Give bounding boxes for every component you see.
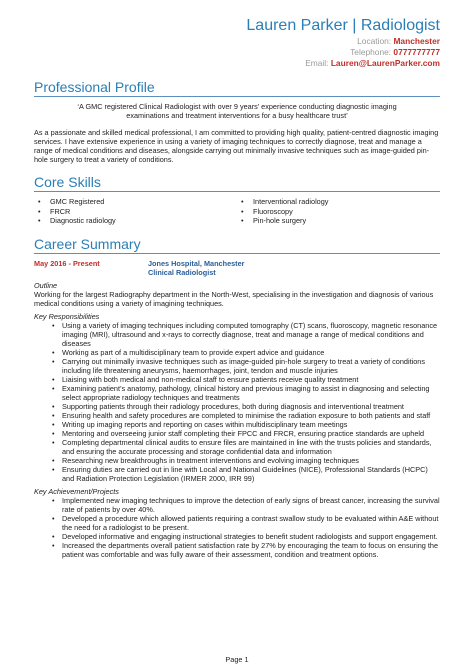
telephone-label: Telephone: — [350, 47, 392, 57]
responsibility-item: • Ensuring duties are carried out in line with Local and National Guidelines (NICE), Professional Standards (HCPC) and Radiation Protection Legislation (IRMER 2000, IRR 99) — [62, 465, 440, 483]
skills-heading: Core Skills — [34, 174, 101, 190]
responsibility-item: • Mentoring and overseeing junior staff completing their FPCC and FRCR, ensuring practice standards are upheld — [62, 429, 440, 438]
skill-item: • Fluoroscopy — [253, 207, 440, 217]
responsibility-item: • Carrying out minimally invasive techniques such as image-guided pin-hole surgery to treat a variety of conditions including life threatening aneurysms, haemorrhages, joint, tendon and muscle injuries — [62, 357, 440, 375]
responsibility-item: • Liaising with both medical and non-medical staff to ensure patients receive quality treatment — [62, 375, 440, 384]
skills-divider — [34, 191, 440, 192]
profile-heading: Professional Profile — [34, 79, 155, 95]
responsibilities-list — [34, 321, 440, 483]
job-date: May 2016 - Present — [34, 258, 100, 268]
email-line — [34, 58, 440, 69]
location-line — [34, 36, 440, 47]
outline-label: Outline — [34, 280, 58, 290]
email-value: Lauren@LaurenParker.com — [330, 58, 440, 68]
skills-list — [34, 197, 440, 226]
responsibility-item: • Researching new breakthroughs in treatment interventions and evolving imaging techniques — [62, 456, 440, 465]
achievement-item: • Developed a procedure which allowed patients requiring a contrast swallow study to be evaluated within A&E without the need for a radiologist to be present. — [62, 514, 440, 532]
candidate-name: Lauren Parker | Radiologist — [246, 17, 440, 34]
responsibility-item: • Using a variety of imaging techniques including computed tomography (CT) scans, fluoroscopy, magnetic resonance imaging (MRI), ultrasound and x-rays to correctly diagnose, treat and manage a range of medical conditions and diseases — [62, 321, 440, 348]
telephone-value: 0777777777 — [393, 47, 440, 57]
responsibility-item: • Supporting patients through their radiology procedures, both during diagnosis and interventional treatment — [62, 402, 440, 411]
skill-item: • GMC Registered — [50, 197, 237, 207]
job-role: Clinical Radiologist — [148, 267, 216, 277]
profile-paragraph: As a passionate and skilled medical professional, I am committed to providing high quality, patient-centred diagnostic imaging services. I have extensive experience in using a variety of imaging techniques to correctly diagnose, treat and manage a range of medical conditions and diseases, alongside carrying out minimally invasive techniques such as image-guided pin-hole surgery to treat a variety of conditions. — [34, 128, 439, 164]
skill-item: • Interventional radiology — [253, 197, 440, 207]
location-value: Manchester — [393, 36, 440, 46]
achievement-item: • Implemented new imaging techniques to improve the detection of early signs of breast cancer, increasing the survival rate of patients by over 40%. — [62, 496, 440, 514]
achievement-item: • Developed informative and engaging instructional strategies to benefit student radiologists and support engagement. — [62, 532, 440, 541]
profile-quote: ‘A GMC registered Clinical Radiologist with over 9 years’ experience conducting diagnostic imaging examinations and treatment interventions for a busy healthcare trust’ — [77, 102, 397, 120]
achievements-list — [34, 496, 440, 559]
job-title-block — [148, 259, 245, 277]
skills-column-left — [34, 197, 237, 226]
achievements-label: Key Achievement/Projects — [34, 486, 119, 496]
responsibility-item: • Completing departmental clinical audits to ensure files are maintained in line with the trusts policies and standards, and ensuring the accurate processing and storage confidential data and information — [62, 438, 440, 456]
page-number: Page 1 — [225, 655, 249, 664]
telephone-line — [34, 47, 440, 58]
skill-item: • Diagnostic radiology — [50, 216, 237, 226]
skills-column-right — [237, 197, 440, 226]
career-divider — [34, 253, 440, 254]
skill-item: • FRCR — [50, 207, 237, 217]
career-heading: Career Summary — [34, 235, 141, 252]
job-header — [34, 259, 440, 277]
achievement-item: • Increased the departments overall patient satisfaction rate by 27% by encouraging the team to focus on ensuring the patient was comfortable and was fully aware of their assessment, condition and treatment options. — [62, 541, 440, 559]
job-employer: Jones Hospital, Manchester — [148, 258, 245, 268]
responsibility-item: • Examining patient’s anatomy, pathology, clinical history and previous imaging to assist in diagnosing and selecting select appropriate radiology techniques and treatments — [62, 384, 440, 402]
email-label: Email: — [305, 58, 329, 68]
responsibility-item: • Ensuring health and safety procedures are completed to minimise the radiation exposure to both patients and staff — [62, 411, 440, 420]
profile-divider — [34, 96, 440, 97]
location-label: Location: — [357, 36, 392, 46]
responsibilities-label: Key Responsibilities — [34, 311, 100, 321]
responsibility-item: • Working as part of a multidisciplinary team to provide expert advice and guidance — [62, 348, 440, 357]
skill-item: • Pin-hole surgery — [253, 216, 440, 226]
outline-text: Working for the largest Radiography department in the North-West, specialising in the investigation and diagnosis of various medical conditions using a variety of imagining techniques. — [34, 289, 434, 308]
responsibility-item: • Writing up imaging reports and reporting on cases within multidisciplinary team meetings — [62, 420, 440, 429]
cv-header — [34, 16, 440, 69]
